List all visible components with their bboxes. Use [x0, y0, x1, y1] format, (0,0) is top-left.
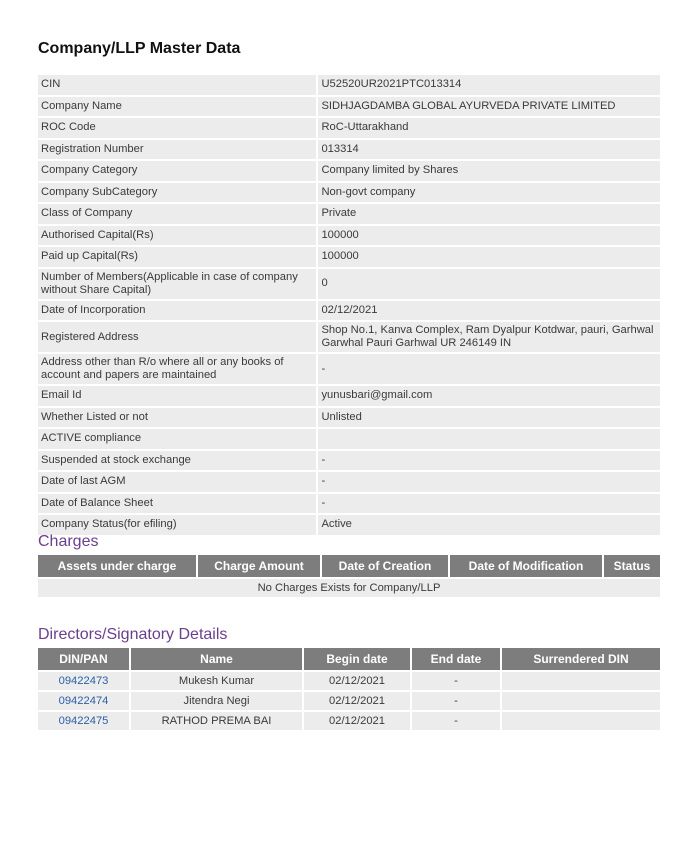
table-row — [38, 429, 660, 451]
email-id-label: Email Id — [38, 386, 318, 408]
begin-date: 02/12/2021 — [304, 670, 412, 690]
number-of-members-value: 0 — [318, 269, 660, 301]
authorised-capital-value: 100000 — [318, 226, 660, 248]
books-address-label: Address other than R/o where all or any books of account and papers are maintained — [38, 354, 318, 386]
table-row — [38, 75, 660, 97]
din-cell — [38, 670, 131, 690]
din-link[interactable]: 09422475 — [58, 715, 109, 727]
surrendered-din — [502, 670, 660, 690]
directors-title: Directors/Signatory Details — [38, 626, 228, 643]
table-row — [38, 670, 660, 690]
table-row — [38, 118, 660, 140]
company-subcategory-value: Non-govt company — [318, 183, 660, 205]
col-charge-amount: Charge Amount — [198, 555, 322, 577]
company-category-value: Company limited by Shares — [318, 161, 660, 183]
table-row — [38, 577, 660, 597]
class-of-company-value: Private — [318, 204, 660, 226]
directors-table — [38, 648, 660, 730]
table-row — [38, 269, 660, 301]
table-row — [38, 161, 660, 183]
table-row — [38, 408, 660, 430]
registered-address-label: Registered Address — [38, 322, 318, 354]
table-row — [38, 690, 660, 710]
company-category-label: Company Category — [38, 161, 318, 183]
authorised-capital-label: Authorised Capital(Rs) — [38, 226, 318, 248]
books-address-value: - — [318, 354, 660, 386]
paid-up-capital-label: Paid up Capital(Rs) — [38, 247, 318, 269]
roc-code-label: ROC Code — [38, 118, 318, 140]
table-row — [38, 301, 660, 323]
din-cell — [38, 710, 131, 730]
charges-title: Charges — [38, 533, 99, 550]
col-name: Name — [131, 648, 304, 670]
table-row — [38, 451, 660, 473]
din-cell — [38, 690, 131, 710]
col-date-of-modification: Date of Modification — [450, 555, 604, 577]
active-compliance-value — [318, 429, 660, 451]
col-surrendered-din: Surrendered DIN — [502, 648, 660, 670]
begin-date: 02/12/2021 — [304, 710, 412, 730]
end-date: - — [412, 690, 502, 710]
no-charges-message: No Charges Exists for Company/LLP — [38, 577, 660, 597]
company-status-label: Company Status(for efiling) — [38, 515, 318, 537]
table-row — [38, 322, 660, 354]
registration-number-label: Registration Number — [38, 140, 318, 162]
charges-header-row — [38, 555, 660, 577]
listed-status-label: Whether Listed or not — [38, 408, 318, 430]
directors-header-row — [38, 648, 660, 670]
number-of-members-label: Number of Members(Applicable in case of company without Share Capital) — [38, 269, 318, 301]
company-subcategory-label: Company SubCategory — [38, 183, 318, 205]
col-assets-under-charge: Assets under charge — [38, 555, 198, 577]
director-name: RATHOD PREMA BAI — [131, 710, 304, 730]
email-id-value: yunusbari@gmail.com — [318, 386, 660, 408]
last-agm-label: Date of last AGM — [38, 472, 318, 494]
din-link[interactable]: 09422474 — [58, 695, 109, 707]
company-name-label: Company Name — [38, 97, 318, 119]
end-date: - — [412, 670, 502, 690]
din-link[interactable]: 09422473 — [58, 675, 109, 687]
active-compliance-label: ACTIVE compliance — [38, 429, 318, 451]
end-date: - — [412, 710, 502, 730]
table-row — [38, 140, 660, 162]
table-row — [38, 710, 660, 730]
table-row — [38, 494, 660, 516]
table-row — [38, 247, 660, 269]
page-title: Company/LLP Master Data — [38, 40, 241, 57]
date-of-incorporation-value: 02/12/2021 — [318, 301, 660, 323]
registered-address-value: Shop No.1, Kanva Complex, Ram Dyalpur Kotdwar, pauri, Garhwal Garwhal Pauri Garhwal UR 246149 IN — [318, 322, 660, 354]
listed-status-value: Unlisted — [318, 408, 660, 430]
surrendered-din — [502, 690, 660, 710]
director-name: Mukesh Kumar — [131, 670, 304, 690]
col-date-of-creation: Date of Creation — [322, 555, 450, 577]
col-din-pan: DIN/PAN — [38, 648, 131, 670]
paid-up-capital-value: 100000 — [318, 247, 660, 269]
table-row — [38, 472, 660, 494]
director-name: Jitendra Negi — [131, 690, 304, 710]
company-name-value: SIDHJAGDAMBA GLOBAL AYURVEDA PRIVATE LIMITED — [318, 97, 660, 119]
master-data-table — [38, 75, 660, 537]
balance-sheet-label: Date of Balance Sheet — [38, 494, 318, 516]
table-row — [38, 97, 660, 119]
table-row — [38, 183, 660, 205]
table-row — [38, 226, 660, 248]
table-row — [38, 204, 660, 226]
table-row — [38, 354, 660, 386]
balance-sheet-value: - — [318, 494, 660, 516]
cin-label: CIN — [38, 75, 318, 97]
surrendered-din — [502, 710, 660, 730]
roc-code-value: RoC-Uttarakhand — [318, 118, 660, 140]
charges-table — [38, 555, 660, 597]
suspended-value: - — [318, 451, 660, 473]
suspended-label: Suspended at stock exchange — [38, 451, 318, 473]
begin-date: 02/12/2021 — [304, 690, 412, 710]
registration-number-value: 013314 — [318, 140, 660, 162]
class-of-company-label: Class of Company — [38, 204, 318, 226]
col-begin-date: Begin date — [304, 648, 412, 670]
date-of-incorporation-label: Date of Incorporation — [38, 301, 318, 323]
cin-value: U52520UR2021PTC013314 — [318, 75, 660, 97]
company-status-value: Active — [318, 515, 660, 537]
col-status: Status — [604, 555, 660, 577]
table-row — [38, 386, 660, 408]
last-agm-value: - — [318, 472, 660, 494]
table-row — [38, 515, 660, 537]
col-end-date: End date — [412, 648, 502, 670]
